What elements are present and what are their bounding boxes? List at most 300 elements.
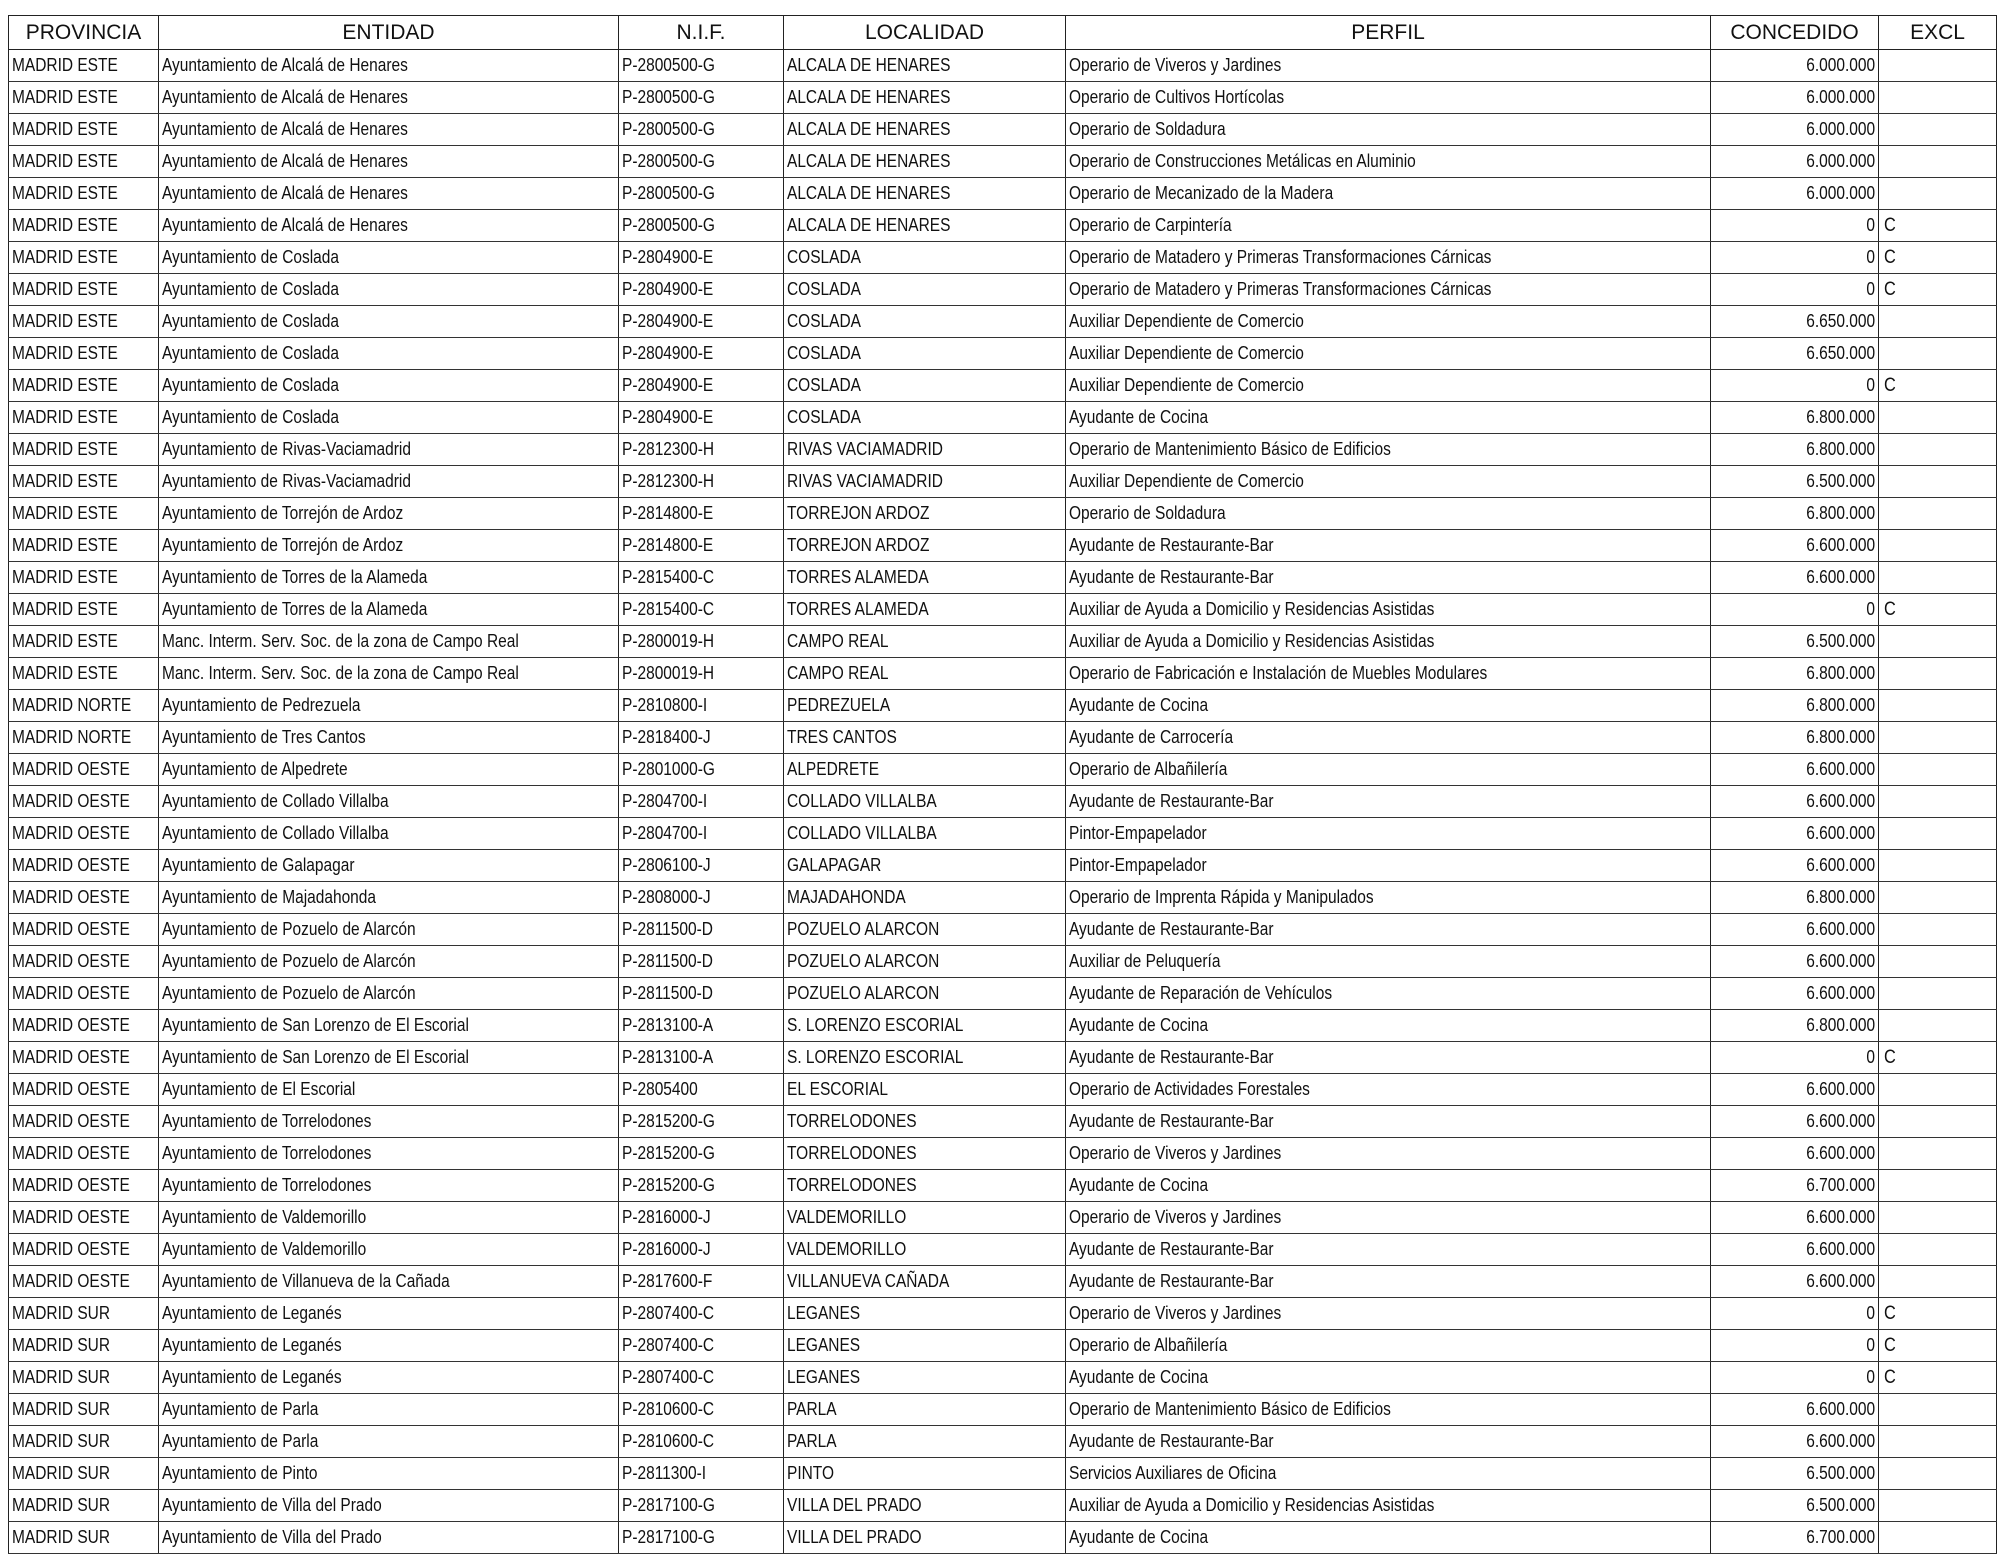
localidad-text: TORRELODONES	[787, 1175, 917, 1195]
concedido-cell	[1711, 178, 1879, 210]
perfil-cell	[1066, 658, 1711, 690]
concedido-cell	[1711, 114, 1879, 146]
perfil-cell	[1066, 1490, 1711, 1522]
table-row	[9, 1106, 1997, 1138]
provincia-cell	[9, 370, 159, 402]
provincia-cell	[9, 82, 159, 114]
table-row	[9, 818, 1997, 850]
table-row	[9, 658, 1997, 690]
excl-cell	[1879, 1298, 1997, 1330]
provincia-cell	[9, 306, 159, 338]
header-excl: EXCL	[1879, 16, 1997, 50]
entidad-cell	[159, 978, 619, 1010]
perfil-cell	[1066, 530, 1711, 562]
table-row	[9, 178, 1997, 210]
concedido-text: 6.800.000	[1806, 1015, 1875, 1035]
document-page	[8, 15, 1996, 1554]
provincia-text: MADRID ESTE	[12, 247, 118, 267]
nif-text: P-2817100-G	[622, 1527, 715, 1547]
perfil-text: Ayudante de Restaurante-Bar	[1069, 1047, 1274, 1067]
localidad-text: TORRES ALAMEDA	[787, 599, 929, 619]
localidad-cell	[784, 146, 1066, 178]
entidad-text: Ayuntamiento de Coslada	[162, 343, 339, 363]
entidad-cell	[159, 1522, 619, 1554]
entidad-text: Ayuntamiento de Valdemorillo	[162, 1207, 367, 1227]
concedido-cell	[1711, 818, 1879, 850]
perfil-text: Operario de Albañilería	[1069, 759, 1228, 779]
table-row	[9, 1138, 1997, 1170]
nif-text: P-2807400-C	[622, 1367, 715, 1387]
nif-cell	[619, 82, 784, 114]
entidad-cell	[159, 1266, 619, 1298]
entidad-text: Ayuntamiento de Pedrezuela	[162, 695, 361, 715]
perfil-cell	[1066, 1170, 1711, 1202]
nif-text: P-2800500-G	[622, 55, 715, 75]
entidad-cell	[159, 306, 619, 338]
localidad-text: TRES CANTOS	[787, 727, 897, 747]
provincia-text: MADRID OESTE	[12, 919, 130, 939]
perfil-text: Operario de Actividades Forestales	[1069, 1079, 1310, 1099]
provincia-text: MADRID ESTE	[12, 151, 118, 171]
localidad-cell	[784, 210, 1066, 242]
concedido-text: 0	[1866, 215, 1875, 235]
nif-text: P-2815400-C	[622, 567, 715, 587]
concedido-cell	[1711, 690, 1879, 722]
perfil-text: Auxiliar de Ayuda a Domicilio y Residencias Asistidas	[1069, 631, 1435, 651]
perfil-cell	[1066, 306, 1711, 338]
concedido-text: 0	[1866, 1047, 1875, 1067]
perfil-text: Ayudante de Restaurante-Bar	[1069, 1431, 1274, 1451]
localidad-text: ALCALA DE HENARES	[787, 119, 951, 139]
provincia-cell	[9, 338, 159, 370]
provincia-cell	[9, 850, 159, 882]
concedido-cell	[1711, 1298, 1879, 1330]
perfil-cell	[1066, 434, 1711, 466]
localidad-cell	[784, 1138, 1066, 1170]
concedido-cell	[1711, 82, 1879, 114]
nif-text: P-2804900-E	[622, 247, 714, 267]
nif-cell	[619, 306, 784, 338]
entidad-text: Ayuntamiento de Leganés	[162, 1367, 342, 1387]
entidad-cell	[159, 274, 619, 306]
localidad-text: LEGANES	[787, 1367, 861, 1387]
localidad-cell	[784, 722, 1066, 754]
table-row	[9, 338, 1997, 370]
localidad-text: RIVAS VACIAMADRID	[787, 439, 943, 459]
provincia-text: MADRID ESTE	[12, 631, 118, 651]
entidad-text: Ayuntamiento de Villa del Prado	[162, 1527, 382, 1547]
concedido-text: 6.000.000	[1806, 55, 1875, 75]
provincia-cell	[9, 498, 159, 530]
perfil-text: Ayudante de Restaurante-Bar	[1069, 1111, 1274, 1131]
localidad-text: CAMPO REAL	[787, 663, 889, 683]
concedido-cell	[1711, 1170, 1879, 1202]
entidad-text: Ayuntamiento de San Lorenzo de El Escorial	[162, 1015, 469, 1035]
table-row	[9, 434, 1997, 466]
nif-text: P-2805400	[622, 1079, 698, 1099]
nif-cell	[619, 178, 784, 210]
concedido-cell	[1711, 338, 1879, 370]
header-nif: N.I.F.	[619, 16, 784, 50]
provincia-cell	[9, 466, 159, 498]
provincia-cell	[9, 1170, 159, 1202]
provincia-text: MADRID ESTE	[12, 471, 118, 491]
provincia-cell	[9, 50, 159, 82]
entidad-cell	[159, 882, 619, 914]
entidad-cell	[159, 50, 619, 82]
provincia-text: MADRID ESTE	[12, 407, 118, 427]
nif-text: P-2818400-J	[622, 727, 711, 747]
localidad-cell	[784, 1074, 1066, 1106]
localidad-cell	[784, 850, 1066, 882]
perfil-cell	[1066, 1426, 1711, 1458]
entidad-cell	[159, 1074, 619, 1106]
entidad-cell	[159, 562, 619, 594]
entidad-text: Ayuntamiento de Torrelodones	[162, 1111, 372, 1131]
perfil-text: Ayudante de Cocina	[1069, 1367, 1209, 1387]
perfil-text: Auxiliar de Peluquería	[1069, 951, 1221, 971]
provincia-cell	[9, 210, 159, 242]
entidad-cell	[159, 434, 619, 466]
nif-cell	[619, 946, 784, 978]
localidad-text: ALPEDRETE	[787, 759, 880, 779]
nif-cell	[619, 1170, 784, 1202]
localidad-cell	[784, 562, 1066, 594]
table-row	[9, 274, 1997, 306]
perfil-cell	[1066, 146, 1711, 178]
perfil-text: Ayudante de Restaurante-Bar	[1069, 535, 1274, 555]
perfil-text: Ayudante de Restaurante-Bar	[1069, 1271, 1274, 1291]
perfil-text: Auxiliar Dependiente de Comercio	[1069, 375, 1304, 395]
excl-text: C	[1884, 1335, 1896, 1356]
table-row	[9, 530, 1997, 562]
excl-cell	[1879, 1266, 1997, 1298]
excl-cell	[1879, 1330, 1997, 1362]
localidad-text: COSLADA	[787, 247, 861, 267]
perfil-cell	[1066, 1394, 1711, 1426]
excl-text: C	[1884, 247, 1896, 268]
localidad-cell	[784, 882, 1066, 914]
concedido-cell	[1711, 594, 1879, 626]
table-row	[9, 1010, 1997, 1042]
perfil-text: Auxiliar Dependiente de Comercio	[1069, 471, 1304, 491]
concedido-text: 6.600.000	[1806, 1271, 1875, 1291]
entidad-cell	[159, 946, 619, 978]
concedido-cell	[1711, 562, 1879, 594]
perfil-text: Ayudante de Reparación de Vehículos	[1069, 983, 1333, 1003]
provincia-text: MADRID ESTE	[12, 87, 118, 107]
nif-text: P-2817600-F	[622, 1271, 713, 1291]
concedido-text: 6.600.000	[1806, 791, 1875, 811]
perfil-text: Ayudante de Cocina	[1069, 407, 1209, 427]
excl-text: C	[1884, 279, 1896, 300]
localidad-text: RIVAS VACIAMADRID	[787, 471, 943, 491]
table-row	[9, 50, 1997, 82]
nif-cell	[619, 1298, 784, 1330]
nif-text: P-2800019-H	[622, 631, 715, 651]
provincia-text: MADRID OESTE	[12, 823, 130, 843]
excl-cell	[1879, 850, 1997, 882]
entidad-text: Ayuntamiento de Torrejón de Ardoz	[162, 503, 404, 523]
perfil-cell	[1066, 626, 1711, 658]
excl-cell	[1879, 818, 1997, 850]
table-row	[9, 1522, 1997, 1554]
localidad-text: COSLADA	[787, 311, 861, 331]
nif-text: P-2800500-G	[622, 151, 715, 171]
table-row	[9, 1170, 1997, 1202]
nif-cell	[619, 1042, 784, 1074]
concedido-text: 6.800.000	[1806, 727, 1875, 747]
provincia-cell	[9, 1490, 159, 1522]
nif-text: P-2804900-E	[622, 311, 714, 331]
entidad-cell	[159, 818, 619, 850]
entidad-text: Ayuntamiento de Pozuelo de Alarcón	[162, 983, 416, 1003]
provincia-text: MADRID OESTE	[12, 887, 130, 907]
provincia-text: MADRID SUR	[12, 1399, 111, 1419]
perfil-cell	[1066, 722, 1711, 754]
nif-text: P-2808000-J	[622, 887, 711, 907]
excl-cell	[1879, 1362, 1997, 1394]
table-row	[9, 1426, 1997, 1458]
provincia-text: MADRID OESTE	[12, 1143, 130, 1163]
concedido-text: 6.600.000	[1806, 759, 1875, 779]
perfil-cell	[1066, 882, 1711, 914]
concedido-cell	[1711, 658, 1879, 690]
provincia-text: MADRID SUR	[12, 1303, 111, 1323]
localidad-text: TORRELODONES	[787, 1111, 917, 1131]
entidad-text: Ayuntamiento de Rivas-Vaciamadrid	[162, 471, 411, 491]
excl-cell	[1879, 978, 1997, 1010]
localidad-cell	[784, 1490, 1066, 1522]
nif-text: P-2804700-I	[622, 791, 708, 811]
table-row	[9, 562, 1997, 594]
provincia-text: MADRID SUR	[12, 1527, 111, 1547]
entidad-text: Ayuntamiento de Alcalá de Henares	[162, 215, 408, 235]
perfil-cell	[1066, 1522, 1711, 1554]
provincia-cell	[9, 754, 159, 786]
excl-cell	[1879, 498, 1997, 530]
excl-cell	[1879, 146, 1997, 178]
localidad-cell	[784, 786, 1066, 818]
localidad-cell	[784, 1522, 1066, 1554]
perfil-text: Operario de Viveros y Jardines	[1069, 1303, 1282, 1323]
concedido-cell	[1711, 882, 1879, 914]
localidad-cell	[784, 1106, 1066, 1138]
nif-text: P-2811300-I	[622, 1463, 707, 1483]
nif-text: P-2816000-J	[622, 1207, 711, 1227]
concedido-cell	[1711, 530, 1879, 562]
excl-cell	[1879, 914, 1997, 946]
localidad-text: POZUELO ALARCON	[787, 951, 940, 971]
excl-cell	[1879, 882, 1997, 914]
nif-text: P-2816000-J	[622, 1239, 711, 1259]
localidad-cell	[784, 946, 1066, 978]
provincia-cell	[9, 1522, 159, 1554]
excl-cell	[1879, 306, 1997, 338]
excl-cell	[1879, 114, 1997, 146]
localidad-text: EL ESCORIAL	[787, 1079, 888, 1099]
nif-cell	[619, 1202, 784, 1234]
provincia-text: MADRID SUR	[12, 1495, 111, 1515]
nif-text: P-2814800-E	[622, 503, 714, 523]
nif-text: P-2804700-I	[622, 823, 708, 843]
perfil-text: Operario de Albañilería	[1069, 1335, 1228, 1355]
localidad-text: COSLADA	[787, 375, 861, 395]
entidad-text: Ayuntamiento de Alpedrete	[162, 759, 348, 779]
entidad-cell	[159, 1138, 619, 1170]
table-header	[9, 16, 1997, 50]
excl-text: C	[1884, 1047, 1896, 1068]
entidad-text: Ayuntamiento de Leganés	[162, 1303, 342, 1323]
nif-text: P-2812300-H	[622, 471, 715, 491]
table-row	[9, 1394, 1997, 1426]
entidad-text: Ayuntamiento de Rivas-Vaciamadrid	[162, 439, 411, 459]
localidad-text: POZUELO ALARCON	[787, 983, 940, 1003]
table-row	[9, 850, 1997, 882]
perfil-text: Ayudante de Cocina	[1069, 1175, 1209, 1195]
provincia-cell	[9, 1074, 159, 1106]
perfil-cell	[1066, 498, 1711, 530]
localidad-cell	[784, 178, 1066, 210]
concedido-text: 6.600.000	[1806, 1079, 1875, 1099]
perfil-text: Operario de Viveros y Jardines	[1069, 1207, 1282, 1227]
localidad-text: COLLADO VILLALBA	[787, 791, 937, 811]
excl-cell	[1879, 594, 1997, 626]
nif-cell	[619, 1490, 784, 1522]
localidad-text: PINTO	[787, 1463, 835, 1483]
nif-text: P-2804900-E	[622, 375, 714, 395]
perfil-text: Auxiliar Dependiente de Comercio	[1069, 343, 1304, 363]
entidad-cell	[159, 594, 619, 626]
concedido-text: 6.600.000	[1806, 1111, 1875, 1131]
perfil-cell	[1066, 1074, 1711, 1106]
concedido-text: 6.650.000	[1806, 343, 1875, 363]
localidad-cell	[784, 914, 1066, 946]
perfil-cell	[1066, 818, 1711, 850]
nif-cell	[619, 594, 784, 626]
concedido-text: 6.600.000	[1806, 1431, 1875, 1451]
provincia-cell	[9, 146, 159, 178]
entidad-cell	[159, 850, 619, 882]
concedido-cell	[1711, 498, 1879, 530]
concedido-text: 6.600.000	[1806, 1239, 1875, 1259]
nif-text: P-2807400-C	[622, 1335, 715, 1355]
excl-cell	[1879, 466, 1997, 498]
provincia-cell	[9, 1394, 159, 1426]
entidad-text: Ayuntamiento de Coslada	[162, 407, 339, 427]
localidad-text: VILLA DEL PRADO	[787, 1527, 922, 1547]
provincia-cell	[9, 1106, 159, 1138]
perfil-text: Operario de Mecanizado de la Madera	[1069, 183, 1334, 203]
excl-text: C	[1884, 375, 1896, 396]
table-row	[9, 242, 1997, 274]
entidad-cell	[159, 658, 619, 690]
provincia-text: MADRID ESTE	[12, 215, 118, 235]
provincia-cell	[9, 1266, 159, 1298]
nif-cell	[619, 562, 784, 594]
localidad-text: COSLADA	[787, 279, 861, 299]
perfil-cell	[1066, 466, 1711, 498]
entidad-text: Ayuntamiento de Villanueva de la Cañada	[162, 1271, 450, 1291]
entidad-cell	[159, 1170, 619, 1202]
entidad-text: Ayuntamiento de Coslada	[162, 311, 339, 331]
provincia-cell	[9, 1138, 159, 1170]
perfil-cell	[1066, 754, 1711, 786]
nif-cell	[619, 1010, 784, 1042]
localidad-cell	[784, 690, 1066, 722]
localidad-cell	[784, 274, 1066, 306]
excl-cell	[1879, 1170, 1997, 1202]
concedido-text: 0	[1866, 1303, 1875, 1323]
entidad-cell	[159, 722, 619, 754]
excl-cell	[1879, 786, 1997, 818]
entidad-text: Ayuntamiento de Alcalá de Henares	[162, 87, 408, 107]
localidad-cell	[784, 1426, 1066, 1458]
excl-cell	[1879, 626, 1997, 658]
provincia-cell	[9, 818, 159, 850]
entidad-cell	[159, 1010, 619, 1042]
concedido-text: 6.500.000	[1806, 1495, 1875, 1515]
entidad-cell	[159, 530, 619, 562]
provincia-cell	[9, 562, 159, 594]
excl-cell	[1879, 178, 1997, 210]
localidad-text: LEGANES	[787, 1335, 861, 1355]
provincia-cell	[9, 946, 159, 978]
provincia-text: MADRID ESTE	[12, 599, 118, 619]
provincia-text: MADRID OESTE	[12, 791, 130, 811]
perfil-cell	[1066, 1266, 1711, 1298]
localidad-text: TORREJON ARDOZ	[787, 503, 930, 523]
localidad-text: COSLADA	[787, 407, 861, 427]
nif-cell	[619, 978, 784, 1010]
entidad-text: Ayuntamiento de Galapagar	[162, 855, 355, 875]
entidad-cell	[159, 402, 619, 434]
excl-text: C	[1884, 1367, 1896, 1388]
perfil-cell	[1066, 1458, 1711, 1490]
localidad-text: ALCALA DE HENARES	[787, 55, 951, 75]
nif-cell	[619, 690, 784, 722]
perfil-cell	[1066, 690, 1711, 722]
perfil-text: Operario de Imprenta Rápida y Manipulados	[1069, 887, 1374, 907]
nif-cell	[619, 914, 784, 946]
nif-text: P-2810800-I	[622, 695, 708, 715]
concedido-text: 6.500.000	[1806, 631, 1875, 651]
nif-cell	[619, 850, 784, 882]
perfil-cell	[1066, 786, 1711, 818]
nif-text: P-2815200-G	[622, 1143, 715, 1163]
concedido-cell	[1711, 1138, 1879, 1170]
perfil-text: Operario de Fabricación e Instalación de Muebles Modulares	[1069, 663, 1488, 683]
provincia-cell	[9, 722, 159, 754]
localidad-text: ALCALA DE HENARES	[787, 215, 951, 235]
table-row	[9, 1490, 1997, 1522]
perfil-text: Pintor-Empapelador	[1069, 855, 1207, 875]
nif-cell	[619, 146, 784, 178]
provincia-text: MADRID ESTE	[12, 535, 118, 555]
excl-cell	[1879, 1138, 1997, 1170]
concedido-text: 6.500.000	[1806, 471, 1875, 491]
nif-cell	[619, 114, 784, 146]
provincia-text: MADRID OESTE	[12, 855, 130, 875]
localidad-cell	[784, 1010, 1066, 1042]
perfil-text: Operario de Matadero y Primeras Transformaciones Cárnicas	[1069, 279, 1492, 299]
perfil-text: Ayudante de Restaurante-Bar	[1069, 919, 1274, 939]
concedido-cell	[1711, 1202, 1879, 1234]
perfil-text: Operario de Mantenimiento Básico de Edificios	[1069, 439, 1391, 459]
provincia-text: MADRID ESTE	[12, 279, 118, 299]
localidad-cell	[784, 1202, 1066, 1234]
perfil-text: Ayudante de Cocina	[1069, 1015, 1209, 1035]
